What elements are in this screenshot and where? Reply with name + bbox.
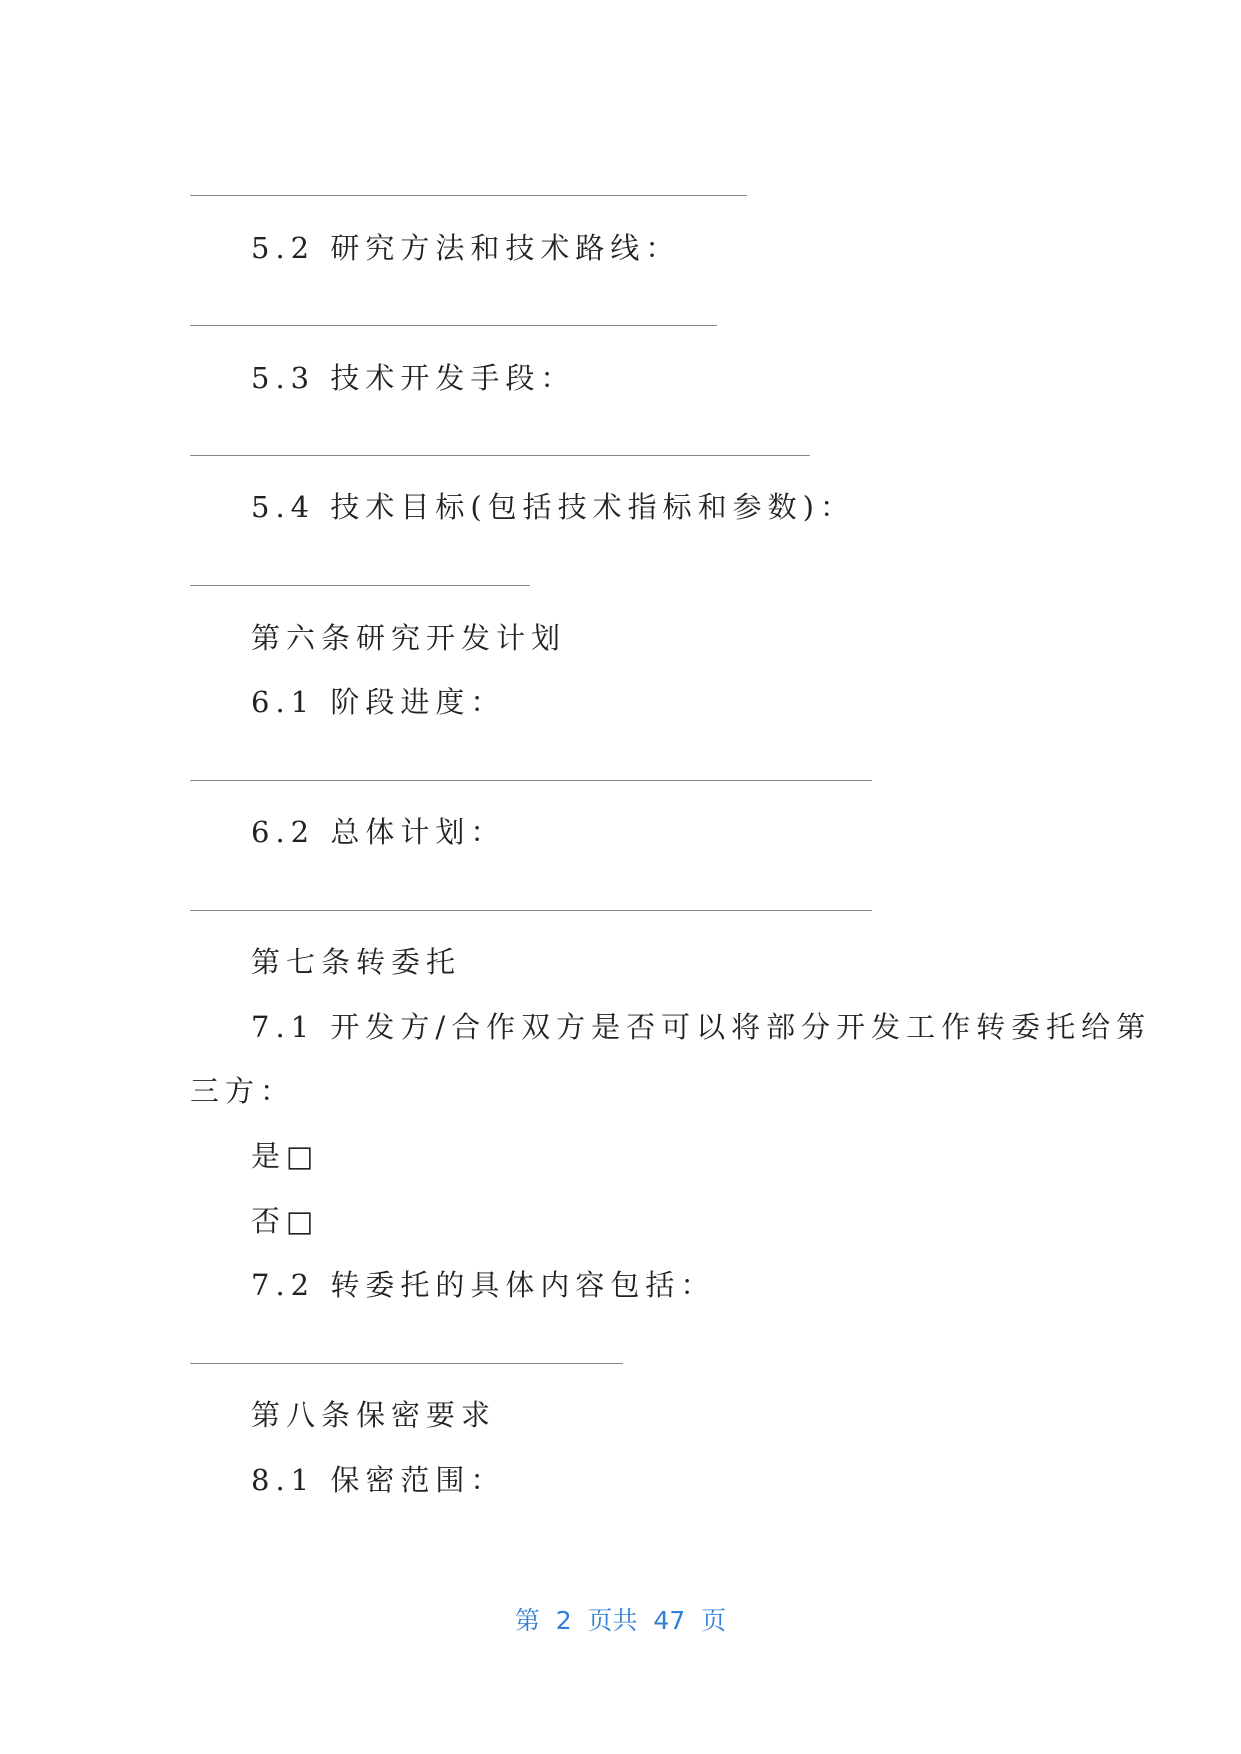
option-yes: 是□ [251, 1139, 320, 1173]
blank-fill-line [190, 325, 717, 326]
blank-fill-line [190, 1363, 623, 1364]
paragraph-8-1: 8.1 保密范围： [251, 1463, 506, 1497]
page-number-footer: 第 2 页共 47 页 [514, 1606, 727, 1635]
blank-fill-line [190, 195, 747, 196]
paragraph-5-3: 5.3 技术开发手段： [251, 361, 576, 395]
paragraph-6-1: 6.1 阶段进度： [251, 685, 506, 719]
blank-fill-line [190, 585, 530, 586]
paragraph-5-2: 5.2 研究方法和技术路线： [251, 231, 681, 265]
option-no: 否□ [251, 1204, 320, 1238]
blank-fill-line [190, 910, 872, 911]
paragraph-6-2: 6.2 总体计划： [251, 815, 506, 849]
article-8-heading: 第八条保密要求 [251, 1398, 497, 1432]
blank-fill-line [190, 455, 810, 456]
paragraph-7-1-continued: 三方： [190, 1074, 296, 1108]
paragraph-7-1: 7.1 开发方/合作双方是否可以将部分开发工作转委托给第 [251, 1010, 1152, 1044]
paragraph-7-2: 7.2 转委托的具体内容包括： [251, 1268, 716, 1302]
article-6-heading: 第六条研究开发计划 [251, 621, 567, 655]
paragraph-5-4: 5.4 技术目标(包括技术指标和参数)： [251, 490, 855, 524]
article-7-heading: 第七条转委托 [251, 945, 462, 979]
blank-fill-line [190, 780, 872, 781]
